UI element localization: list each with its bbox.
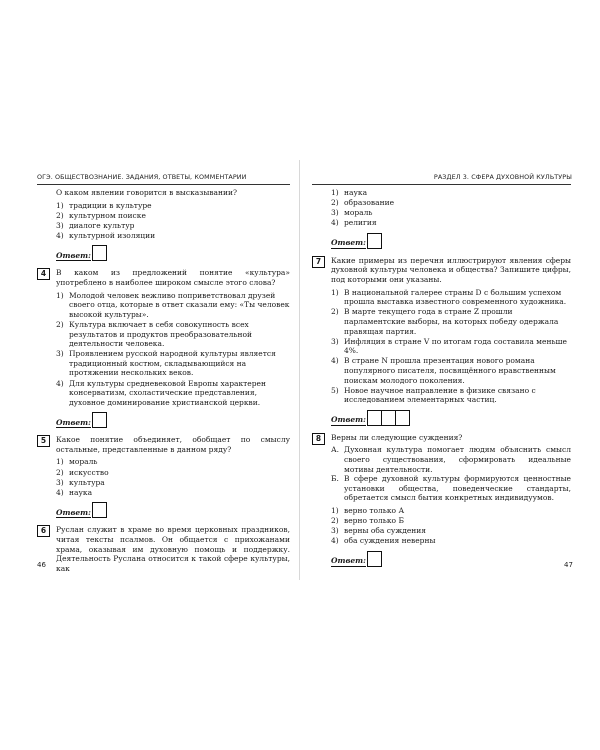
question-3-option: 4) культурной изоляции (56, 230, 156, 240)
answer-row-q3 (56, 245, 290, 261)
question-6-continued (312, 188, 571, 249)
page-number-right: 47 (564, 561, 573, 569)
question-3-option: 1) традиции в культуре (56, 200, 152, 210)
question-7-option: 3) Инфляция в стране V по итогам года составила меньше 4%. (331, 336, 567, 356)
answer-row-q6 (331, 233, 571, 249)
question-8 (312, 433, 571, 567)
answer-box[interactable] (381, 410, 396, 426)
statement-a: А. Духовная культура помогает людям объяснить смысл своего существования, сформировать идеальные мотивы деятельности. (331, 445, 571, 474)
answer-box[interactable] (367, 410, 382, 426)
question-5-options (56, 457, 290, 497)
answer-box[interactable] (92, 412, 107, 428)
question-4 (37, 268, 290, 428)
question-8-option: 3) верны оба суждения (331, 526, 426, 536)
question-8-options (331, 506, 571, 546)
answer-box[interactable] (367, 233, 382, 249)
question-3-continued (37, 188, 290, 261)
question-7-option: 5) Новое научное направление в физике связано с исследованием элементарных частиц. (331, 385, 536, 405)
question-5-stem: Какое понятие объединяет, обобщает по смыслу остальные, представленные в данном ряду? (56, 435, 290, 454)
answer-row-q7 (331, 410, 571, 426)
question-4-option: 4) Для культуры средневековой Европы характерен консерватизм, схоластические представления, духовное доминирование христианской церкви. (56, 378, 266, 407)
answer-box[interactable] (92, 502, 107, 518)
question-8-option: 1) верно только А (331, 505, 405, 515)
question-8-stem: Верны ли следующие суждения? (331, 432, 463, 442)
answer-box[interactable] (367, 551, 382, 567)
page-number-left: 46 (37, 561, 46, 569)
question-7-option: 1) В национальной галерее страны D с большим успехом прошла выставка известного современного художника. (331, 287, 567, 307)
answer-label: Ответ: (56, 417, 91, 427)
question-6-option: 4) религия (331, 218, 377, 228)
answer-box[interactable] (395, 410, 410, 426)
answer-label: Ответ: (331, 415, 366, 425)
header-rule-left (37, 184, 290, 185)
question-4-stem: В каком из предложений понятие «культура» употреблено в наиболее широком смысле этого слова? (56, 268, 290, 288)
answer-label: Ответ: (56, 250, 91, 260)
answer-box[interactable] (92, 245, 107, 261)
question-number-6: 6 (37, 525, 50, 537)
question-3-stem: О каком явлении говорится в высказывании? (56, 188, 238, 197)
question-6-option: 1) наука (331, 188, 368, 197)
header-rule-right (312, 184, 571, 185)
question-7-option: 4) В стране N прошла презентация нового романа популярного писателя, посвящённого нравственным поискам молодого поколения. (331, 356, 556, 385)
question-8-statements (331, 445, 571, 503)
question-5-option: 1) мораль (56, 457, 98, 467)
running-header-left: ОГЭ. ОБЩЕСТВОЗНАНИЕ. ЗАДАНИЯ, ОТВЕТЫ, КОММЕНТАРИИ (37, 173, 247, 181)
question-number-8: 8 (312, 433, 325, 445)
question-6-options (331, 188, 571, 228)
question-8-option: 4) оба суждения неверны (331, 536, 436, 546)
question-5-option: 3) культура (56, 477, 105, 487)
statement-b: Б. В сфере духовной культуры формируются ценностные установки общества, поведенческие стандарты, обретается смысл бытия конкретных индивидуумов. (331, 474, 571, 503)
question-5 (37, 435, 290, 518)
question-number-5: 5 (37, 435, 50, 447)
answer-label: Ответ: (331, 238, 366, 248)
question-7-stem: Какие примеры из перечня иллюстрируют явления сферы духовной культуры человека и общества? Запишите цифры, под которыми они указаны. (331, 255, 571, 285)
answer-row-q4 (56, 412, 290, 428)
question-7 (312, 256, 571, 426)
question-5-option: 2) искусство (56, 467, 109, 477)
answer-row-q5 (56, 502, 290, 518)
answer-label: Ответ: (56, 507, 91, 517)
question-7-options (331, 288, 571, 405)
question-6-option: 2) образование (331, 198, 395, 208)
answer-row-q8 (331, 551, 571, 567)
question-5-option: 4) наука (56, 487, 93, 497)
question-3-option: 3) диалоге культур (56, 220, 135, 230)
question-4-option: 1) Молодой человек вежливо поприветствовал друзей своего отца, которые в ответ сказали ему: «Ты человек высокой культуры». (56, 290, 290, 319)
question-7-option: 2) В марте текущего года в стране Z прошли парламентские выборы, на которых победу одержала правящая партия. (331, 307, 559, 336)
question-number-7: 7 (312, 256, 325, 268)
question-4-option: 2) Культура включает в себя совокупность всех результатов и продуктов преобразовательной деятельности человека. (56, 319, 252, 349)
running-header-right: РАЗДЕЛ 3. СФЕРА ДУХОВНОЙ КУЛЬТУРЫ (433, 173, 572, 181)
question-3-option: 2) культурном поиске (56, 210, 146, 220)
left-page-content (37, 188, 290, 576)
question-6-stem: Руслан служит в храме во время церковных праздников, читая тексты псалмов. Он общается с прихожанами храма, оказывая им духовную помощь и поддержку. Деятельность Руслана относится к такой сфере культуры, как (56, 525, 290, 573)
right-page (300, 0, 600, 750)
question-number-4: 4 (37, 268, 50, 280)
question-6-option: 3) мораль (331, 208, 373, 218)
question-8-option: 2) верно только Б (331, 516, 404, 526)
right-page-content (312, 188, 571, 574)
question-6 (37, 525, 290, 573)
question-4-option: 3) Проявлением русской народной культуры является традиционный костюм, складывающийся на протяжении нескольких веков. (56, 349, 276, 378)
question-3-options (56, 201, 290, 241)
question-4-options (56, 291, 290, 408)
answer-label: Ответ: (331, 556, 366, 566)
